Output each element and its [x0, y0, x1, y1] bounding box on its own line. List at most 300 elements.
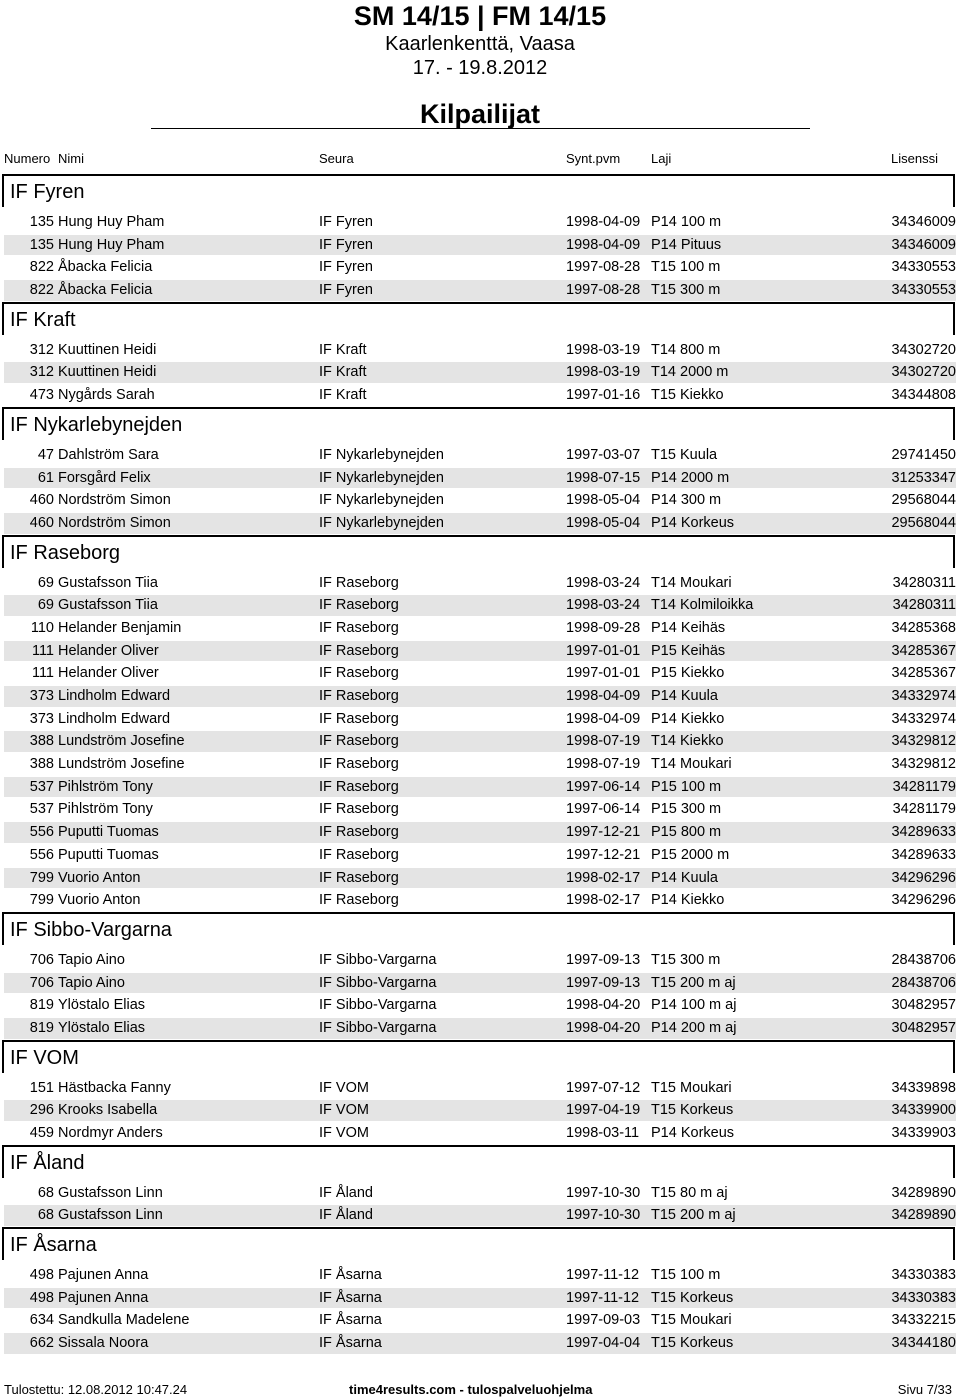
column-headers — [0, 150, 960, 168]
competitor-club: IF Åsarna — [319, 1289, 382, 1306]
competitor-dob: 1997-08-28 — [566, 259, 641, 276]
competitor-name: Nygårds Sarah — [58, 387, 155, 404]
competitor-dob: 1998-07-19 — [566, 733, 641, 750]
club-group — [0, 302, 960, 407]
competitor-dob: 1998-04-09 — [566, 710, 641, 727]
competitor-name: Krooks Isabella — [58, 1102, 158, 1119]
competitor-row — [0, 867, 960, 890]
competitor-club: IF Sibbo-Vargarna — [319, 951, 437, 968]
competitor-license: 28438706 — [891, 951, 956, 968]
competitor-row — [0, 234, 960, 257]
competitor-row — [0, 1182, 960, 1205]
competitor-name: Dahlström Sara — [58, 446, 159, 463]
col-name: Nimi — [58, 151, 84, 166]
competitor-dob: 1998-04-20 — [566, 1019, 641, 1036]
competitor-number: 388 — [29, 733, 54, 750]
competitor-name: Åbacka Felicia — [58, 282, 153, 299]
competitor-name: Sandkulla Madelene — [58, 1312, 190, 1329]
competition-title: SM 14/15 | FM 14/15 — [353, 1, 607, 31]
competitor-event: T15 200 m aj — [651, 1207, 736, 1224]
competitor-dob: 1997-12-21 — [566, 846, 641, 863]
competitor-license: 34339903 — [891, 1125, 956, 1141]
competitor-name: Vuorio Anton — [58, 892, 141, 909]
competitor-event: T15 100 m — [651, 259, 721, 276]
competitor-name: Helander Oliver — [58, 642, 159, 659]
competitor-dob: 1997-08-28 — [566, 282, 641, 299]
competitor-number: 556 — [29, 824, 54, 841]
competitor-club: IF Raseborg — [319, 688, 399, 704]
competitor-dob: 1998-05-04 — [566, 514, 641, 531]
competitor-club: IF Raseborg — [319, 733, 399, 750]
competitor-event: T15 Korkeus — [651, 1102, 734, 1119]
competitor-name: Gustafsson Linn — [58, 1207, 163, 1224]
competitor-number: 537 — [29, 778, 54, 795]
club-group — [0, 535, 960, 912]
competitor-license: 34285368 — [891, 619, 956, 636]
competitor-club: IF Åsarna — [319, 1335, 382, 1352]
competitor-row — [0, 949, 960, 972]
competitor-number: 135 — [29, 236, 54, 253]
page-number: Sivu 7/33 — [897, 1382, 952, 1397]
competitor-event: P14 Korkeus — [651, 1125, 735, 1141]
competitor-row — [0, 489, 960, 512]
competitor-number: 634 — [29, 1312, 54, 1329]
col-event: Laji — [651, 151, 672, 166]
competitor-number: 312 — [29, 341, 54, 358]
competitor-license: 34289890 — [891, 1207, 956, 1224]
competitor-event: T14 Kolmiloikka — [651, 597, 754, 614]
competitor-event: T15 Moukari — [651, 1312, 732, 1329]
competitor-name: Åbacka Felicia — [58, 259, 153, 276]
competitor-event: P15 800 m — [651, 824, 722, 841]
competitor-license: 34281179 — [892, 778, 956, 795]
section-title: Kilpailijat — [419, 99, 541, 129]
competitor-row — [0, 1309, 960, 1332]
competitor-row — [0, 512, 960, 535]
competitor-event: P14 Keihäs — [651, 619, 726, 636]
competitor-event: P14 Korkeus — [651, 514, 735, 531]
competitor-row — [0, 1332, 960, 1355]
competitor-club: IF VOM — [319, 1125, 369, 1141]
competitor-dob: 1997-09-13 — [566, 951, 641, 968]
competitor-name: Puputti Tuomas — [58, 846, 159, 863]
competitor-license: 34296296 — [891, 892, 956, 909]
competitor-number: 151 — [29, 1079, 54, 1096]
competitor-number: 822 — [29, 259, 54, 276]
competitor-license: 34329812 — [891, 733, 956, 750]
page-footer — [0, 1381, 960, 1399]
competitor-row — [0, 753, 960, 776]
competitor-club: IF Nykarlebynejden — [319, 446, 444, 463]
col-dob: Synt.pvm — [566, 151, 621, 166]
competitor-name: Ylöstalo Elias — [58, 997, 146, 1014]
competitor-number: 373 — [29, 688, 54, 704]
competitor-event: P15 100 m — [651, 778, 722, 795]
competitor-club: IF Raseborg — [319, 846, 399, 863]
competitor-number: 498 — [29, 1267, 54, 1284]
competitor-name: Tapio Aino — [58, 974, 125, 991]
competitor-row — [0, 1204, 960, 1227]
col-number: Numero — [4, 151, 51, 166]
competitor-name: Nordmyr Anders — [58, 1125, 163, 1141]
competitor-event: T15 300 m — [651, 951, 721, 968]
competitor-event: P14 Kuula — [651, 869, 718, 886]
competitor-name: Vuorio Anton — [58, 869, 141, 886]
competitor-club: IF Nykarlebynejden — [319, 514, 444, 531]
competitor-event: T14 Kiekko — [651, 733, 724, 750]
competitor-dob: 1997-03-07 — [566, 446, 641, 463]
club-group-title: IF Nykarlebynejden — [2, 407, 955, 440]
competitor-event: T15 Kiekko — [651, 387, 724, 404]
competitor-club: IF Raseborg — [319, 619, 399, 636]
competitor-row — [0, 211, 960, 234]
competitor-club: IF Raseborg — [319, 597, 399, 614]
competitor-event: P15 Keihäs — [651, 642, 726, 659]
competitor-event: T15 Moukari — [651, 1079, 732, 1096]
competitor-name: Forsgård Felix — [58, 469, 151, 486]
row-shading — [4, 973, 956, 994]
competitor-row — [0, 1099, 960, 1122]
competitor-club: IF Kraft — [319, 387, 367, 404]
competitor-number: 69 — [37, 574, 54, 591]
competitor-name: Kuuttinen Heidi — [58, 364, 157, 381]
competitor-dob: 1998-04-09 — [566, 214, 641, 230]
competitor-event: P15 Kiekko — [651, 665, 725, 682]
competitor-dob: 1998-02-17 — [566, 869, 641, 886]
competitor-club: IF Raseborg — [319, 642, 399, 659]
competitor-dob: 1997-07-12 — [566, 1079, 641, 1096]
competitor-row — [0, 844, 960, 867]
competitor-license: 30482957 — [891, 997, 956, 1014]
competitor-club: IF Kraft — [319, 341, 367, 358]
competitor-dob: 1997-11-12 — [566, 1267, 640, 1284]
competitor-license: 29741450 — [891, 446, 956, 463]
competitor-club: IF Raseborg — [319, 665, 399, 682]
competitor-name: Pajunen Anna — [58, 1289, 149, 1306]
competitor-license: 31253347 — [891, 469, 956, 486]
competitor-club: IF Sibbo-Vargarna — [319, 1019, 437, 1036]
competitor-number: 312 — [29, 364, 54, 381]
club-group — [0, 407, 960, 535]
competitor-row — [0, 798, 960, 821]
competitor-name: Puputti Tuomas — [58, 824, 159, 841]
competitor-row — [0, 889, 960, 912]
competitor-number: 110 — [30, 619, 54, 636]
competitor-club: IF Fyren — [319, 236, 373, 253]
competitor-row — [0, 1264, 960, 1287]
competitor-row — [0, 617, 960, 640]
competitor-club: IF Fyren — [319, 282, 373, 299]
competitor-license: 34344180 — [891, 1335, 956, 1352]
competitor-event: T14 Moukari — [651, 574, 732, 591]
competitor-dob: 1997-04-19 — [566, 1102, 641, 1119]
competitor-dob: 1997-09-03 — [566, 1312, 641, 1329]
competitor-name: Hung Huy Pham — [58, 214, 165, 230]
competitor-row — [0, 572, 960, 595]
club-group-title: IF Åland — [2, 1145, 955, 1178]
competitor-dob: 1998-07-15 — [566, 469, 641, 486]
competitor-event: T14 800 m — [651, 341, 721, 358]
competitor-name: Pajunen Anna — [58, 1267, 149, 1284]
club-group-title: IF VOM — [2, 1040, 955, 1073]
club-group-title: IF Kraft — [2, 302, 955, 335]
competitor-event: T15 300 m — [651, 282, 721, 299]
competitor-license: 34289633 — [891, 824, 956, 841]
competitor-list — [0, 174, 960, 1355]
competitor-license: 34330553 — [891, 259, 956, 276]
competitor-club: IF Sibbo-Vargarna — [319, 997, 437, 1014]
competitor-event: P14 100 m aj — [651, 997, 737, 1014]
competitor-number: 662 — [29, 1335, 54, 1352]
competitor-number: 47 — [37, 446, 54, 463]
club-group-title: IF Sibbo-Vargarna — [2, 912, 955, 945]
club-group — [0, 174, 960, 302]
competitor-row — [0, 444, 960, 467]
competitor-license: 34339898 — [891, 1079, 956, 1096]
competitor-number: 498 — [29, 1289, 54, 1306]
competitor-license: 30482957 — [891, 1019, 956, 1036]
competitor-number: 819 — [29, 1019, 54, 1036]
competitor-row — [0, 279, 960, 302]
competitor-club: IF Raseborg — [319, 824, 399, 841]
competitor-license: 34281179 — [892, 801, 956, 818]
competitor-license: 34302720 — [891, 341, 956, 358]
competitor-name: Lindholm Edward — [58, 710, 171, 727]
competitor-club: IF Raseborg — [319, 869, 399, 886]
software-brand: time4results.com - tulospalveluohjelma — [349, 1382, 593, 1397]
competitor-event: P14 Kiekko — [651, 892, 725, 909]
competitor-name: Lindholm Edward — [58, 688, 171, 704]
competitor-row — [0, 361, 960, 384]
competitor-number: 68 — [37, 1207, 54, 1224]
competitor-license: 34344808 — [891, 387, 956, 404]
competitor-club: IF Åsarna — [319, 1267, 382, 1284]
club-group — [0, 1227, 960, 1355]
competitor-number: 706 — [29, 951, 54, 968]
competitor-dob: 1998-03-19 — [566, 364, 641, 381]
competitor-license: 34332974 — [891, 710, 956, 727]
competitor-name: Gustafsson Tiia — [58, 574, 158, 591]
competitor-license: 34330553 — [891, 282, 956, 299]
competitor-number: 460 — [29, 492, 54, 509]
competitor-number: 822 — [29, 282, 54, 299]
competitor-name: Hung Huy Pham — [58, 236, 165, 253]
competitor-number: 537 — [29, 801, 54, 818]
competitor-event: P14 Pituus — [651, 236, 722, 253]
competitor-row — [0, 256, 960, 279]
competitor-club: IF Fyren — [319, 214, 373, 230]
competitor-name: Ylöstalo Elias — [58, 1019, 146, 1036]
competitor-number: 819 — [29, 997, 54, 1014]
competitor-dob: 1997-06-14 — [566, 778, 641, 795]
competitor-row — [0, 685, 960, 708]
competitor-name: Sissala Noora — [58, 1335, 149, 1352]
competitor-row — [0, 1077, 960, 1100]
competitor-event: T14 Moukari — [651, 756, 732, 773]
competitor-license: 28438706 — [891, 974, 956, 991]
competitor-name: Helander Benjamin — [58, 619, 182, 636]
competitor-number: 473 — [29, 387, 54, 404]
competitor-name: Gustafsson Tiia — [58, 597, 158, 614]
competitor-event: P14 300 m — [651, 492, 722, 509]
competitor-row — [0, 821, 960, 844]
competitor-row — [0, 384, 960, 407]
competitor-name: Nordström Simon — [58, 514, 171, 531]
competitor-club: IF Nykarlebynejden — [319, 492, 444, 509]
competitor-license: 34280311 — [892, 597, 956, 614]
competitor-dob: 1998-04-09 — [566, 236, 641, 253]
competitor-dob: 1997-04-04 — [566, 1335, 641, 1352]
competitor-dob: 1997-06-14 — [566, 801, 641, 818]
competitor-number: 61 — [37, 469, 54, 486]
competitor-number: 135 — [29, 214, 54, 230]
competitor-event: T15 100 m — [651, 1267, 721, 1284]
competitor-name: Lundström Josefine — [58, 733, 185, 750]
competitor-dob: 1997-12-21 — [566, 824, 641, 841]
competitor-license: 34330383 — [891, 1289, 956, 1306]
competitor-dob: 1998-02-17 — [566, 892, 641, 909]
club-group-title: IF Fyren — [2, 174, 955, 207]
competitor-dob: 1998-03-24 — [566, 574, 641, 591]
competitor-license: 34285367 — [891, 642, 956, 659]
competitor-dob: 1997-10-30 — [566, 1207, 641, 1224]
competitor-dob: 1998-04-09 — [566, 688, 641, 704]
competitor-name: Pihlström Tony — [58, 778, 153, 795]
competitor-license: 34332974 — [891, 688, 956, 704]
competitor-license: 34289890 — [891, 1184, 956, 1201]
competitor-license: 34296296 — [891, 869, 956, 886]
competitor-number: 388 — [29, 756, 54, 773]
club-group-title: IF Raseborg — [2, 535, 955, 568]
competitor-name: Kuuttinen Heidi — [58, 341, 157, 358]
competitor-event: T15 80 m aj — [651, 1184, 728, 1201]
competitor-dob: 1997-01-01 — [566, 665, 641, 682]
competitor-license: 34346009 — [891, 236, 956, 253]
competitor-license: 29568044 — [891, 492, 956, 509]
competitor-club: IF Sibbo-Vargarna — [319, 974, 437, 991]
competitor-row — [0, 994, 960, 1017]
competitor-name: Nordström Simon — [58, 492, 171, 509]
competitor-row — [0, 1287, 960, 1310]
competitor-club: IF Åsarna — [319, 1312, 382, 1329]
competitor-dob: 1998-07-19 — [566, 756, 641, 773]
competitor-event: P14 Kiekko — [651, 710, 725, 727]
competitor-name: Tapio Aino — [58, 951, 125, 968]
row-shading — [4, 868, 956, 889]
competitor-event: P14 2000 m — [651, 469, 730, 486]
competitor-license: 34285367 — [891, 665, 956, 682]
competitor-row — [0, 594, 960, 617]
competitor-number: 68 — [37, 1184, 54, 1201]
competitor-number: 373 — [29, 710, 54, 727]
club-group-title: IF Åsarna — [2, 1227, 955, 1260]
competitor-event: T15 Korkeus — [651, 1335, 734, 1352]
competitor-event: T14 2000 m — [651, 364, 729, 381]
competitor-license: 34302720 — [891, 364, 956, 381]
competitor-dob: 1998-09-28 — [566, 619, 641, 636]
competitor-number: 111 — [31, 665, 54, 682]
competitor-number: 69 — [37, 597, 54, 614]
competitor-club: IF VOM — [319, 1079, 369, 1096]
club-group — [0, 1040, 960, 1145]
competitor-club: IF Raseborg — [319, 801, 399, 818]
competitor-club: IF Åland — [319, 1184, 373, 1201]
competitor-row — [0, 1017, 960, 1040]
competitor-club: IF Raseborg — [319, 892, 399, 909]
competitor-name: Lundström Josefine — [58, 756, 185, 773]
competitor-club: IF Nykarlebynejden — [319, 469, 444, 486]
competitor-event: P15 2000 m — [651, 846, 730, 863]
competitor-club: IF Raseborg — [319, 574, 399, 591]
competitor-club: IF Raseborg — [319, 778, 399, 795]
competitor-license: 34280311 — [892, 574, 956, 591]
club-group — [0, 1145, 960, 1227]
competitor-club: IF Kraft — [319, 364, 367, 381]
col-club: Seura — [319, 151, 354, 166]
competitor-club: IF VOM — [319, 1102, 369, 1119]
competitor-license: 34332215 — [891, 1312, 956, 1329]
competitor-license: 34339900 — [891, 1102, 956, 1119]
competitor-row — [0, 662, 960, 685]
col-license: Lisenssi — [891, 151, 938, 166]
competitor-club: IF Raseborg — [319, 756, 399, 773]
competitor-number: 556 — [29, 846, 54, 863]
competitor-license: 29568044 — [891, 514, 956, 531]
competitor-name: Helander Oliver — [58, 665, 159, 682]
competitor-license: 34289633 — [891, 846, 956, 863]
club-group — [0, 912, 960, 1040]
competitor-row — [0, 972, 960, 995]
competitor-row — [0, 640, 960, 663]
competitor-number: 799 — [29, 892, 54, 909]
competitor-number: 706 — [29, 974, 54, 991]
competitor-row — [0, 776, 960, 799]
competitor-license: 34329812 — [891, 756, 956, 773]
competitor-club: IF Fyren — [319, 259, 373, 276]
competitor-row — [0, 708, 960, 731]
competitor-event: P15 300 m — [651, 801, 722, 818]
competitor-name: Gustafsson Linn — [58, 1184, 163, 1201]
competitor-event: T15 Korkeus — [651, 1289, 734, 1306]
competitor-row — [0, 730, 960, 753]
competitor-event: P14 Kuula — [651, 688, 718, 704]
competitor-row — [0, 467, 960, 490]
competitor-row — [0, 1122, 960, 1145]
competitor-dob: 1998-04-20 — [566, 997, 641, 1014]
competitor-event: T15 Kuula — [651, 446, 718, 463]
competitor-event: P14 100 m — [651, 214, 722, 230]
competitor-event: T15 200 m aj — [651, 974, 736, 991]
competitor-number: 111 — [31, 642, 54, 659]
competitor-name: Pihlström Tony — [58, 801, 153, 818]
competitor-number: 459 — [29, 1125, 54, 1141]
competitor-dob: 1997-01-01 — [566, 642, 641, 659]
competitor-dob: 1997-09-13 — [566, 974, 641, 991]
competitor-dob: 1998-03-19 — [566, 341, 641, 358]
competitor-club: IF Raseborg — [319, 710, 399, 727]
competitor-event: P14 200 m aj — [651, 1019, 737, 1036]
event-dates: 17. - 19.8.2012 — [412, 57, 548, 79]
competitor-club: IF Åland — [319, 1207, 373, 1224]
competitor-number: 799 — [29, 869, 54, 886]
row-shading — [4, 1018, 956, 1039]
venue: Kaarlenkenttä, Vaasa — [385, 33, 575, 55]
competitor-name: Hästbacka Fanny — [58, 1079, 171, 1096]
header-divider — [151, 128, 810, 129]
competitor-license: 34346009 — [891, 214, 956, 230]
competitor-number: 460 — [29, 514, 54, 531]
printed-timestamp: Tulostettu: 12.08.2012 10:47.24 — [4, 1382, 188, 1397]
